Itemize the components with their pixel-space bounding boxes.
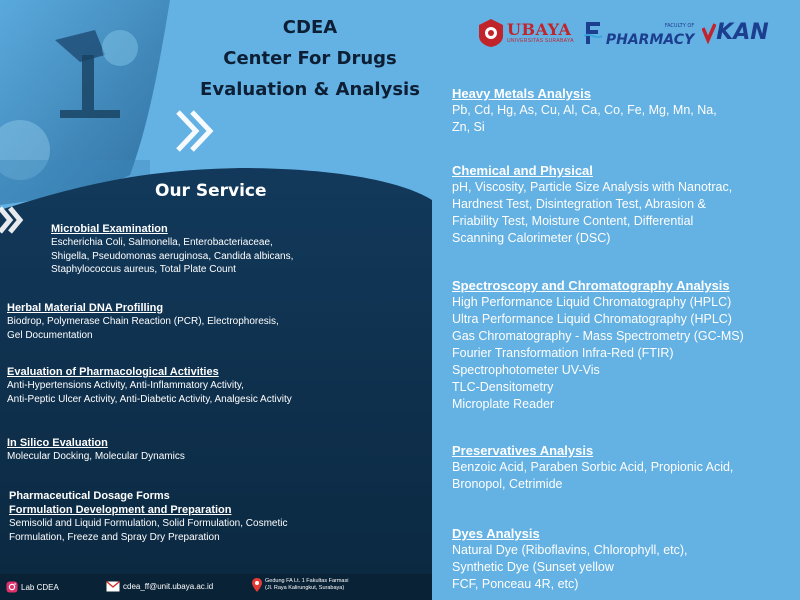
page-title xyxy=(190,12,430,105)
title-line: CDEA xyxy=(282,17,338,38)
section-line: Spectrophotometer UV-Vis xyxy=(452,363,600,377)
service-formulation xyxy=(9,489,287,544)
instagram-icon xyxy=(6,581,18,593)
section-line: Shigella, Pseudomonas aeruginosa, Candida albicans, xyxy=(51,250,294,262)
section-heading: Herbal Material DNA Profilling xyxy=(7,302,164,314)
pharmacy-faculty: FACULTY OF xyxy=(664,23,695,29)
section-line: High Performance Liquid Chromatography (HPLC) xyxy=(452,295,732,309)
section-line: Natural Dye (Riboflavins, Chlorophyll, etc), xyxy=(452,543,688,557)
section-line: pH, Viscosity, Particle Size Analysis with Nanotrac, xyxy=(452,180,733,194)
title-line: Evaluation & Analysis xyxy=(200,79,420,100)
section-heading-plain: Pharmaceutical Dosage Forms xyxy=(9,490,170,502)
service-microbial xyxy=(51,222,293,277)
kan-logo xyxy=(702,22,769,44)
analysis-preservatives xyxy=(452,443,800,493)
section-line: Friability Test, Moisture Content, Differential xyxy=(452,214,694,228)
section-line: Gel Documentation xyxy=(7,329,93,341)
pharmacy-name: PHARMACY xyxy=(605,32,695,48)
section-line: Benzoic Acid, Paraben Sorbic Acid, Propionic Acid, xyxy=(452,460,734,474)
partner-logos xyxy=(478,16,769,50)
section-line: Scanning Calorimeter (DSC) xyxy=(452,231,611,245)
section-heading: Formulation Development and Preparation xyxy=(9,504,232,516)
service-in-silico xyxy=(7,436,185,464)
title-line: Center For Drugs xyxy=(223,48,397,69)
section-heading: Evaluation of Pharmacological Activities xyxy=(7,366,219,378)
analysis-dyes xyxy=(452,526,800,593)
section-heading: Preservatives Analysis xyxy=(452,443,594,458)
section-line: Molecular Docking, Molecular Dynamics xyxy=(7,451,185,462)
our-service-heading: Our Service xyxy=(155,181,267,201)
pharmacy-mark-icon xyxy=(582,20,604,46)
section-line: Staphylococcus aureus, Total Plate Count xyxy=(51,264,236,275)
analysis-spectroscopy xyxy=(452,278,800,413)
section-line: Biodrop, Polymerase Chain Reaction (PCR), Electrophoresis, xyxy=(7,316,279,327)
service-pharmacological xyxy=(7,365,292,406)
email-address: cdea_ff@unit.ubaya.ac.id xyxy=(123,582,214,591)
section-line: Zn, Si xyxy=(452,120,485,134)
footer-address xyxy=(252,578,348,592)
section-line: Bronopol, Cetrimide xyxy=(452,477,563,491)
section-line: Pb, Cd, Hg, As, Cu, Al, Ca, Co, Fe, Mg, Mn, Na, xyxy=(452,103,717,117)
section-line: Fourier Transformation Infra-Red (FTIR) xyxy=(452,346,674,360)
section-heading: In Silico Evaluation xyxy=(7,437,108,449)
section-line: Formulation, Freeze and Spray Dry Preparation xyxy=(9,531,220,543)
section-line: Anti-Hypertensions Activity, Anti-Inflammatory Activity, xyxy=(7,380,244,391)
analysis-heavy-metals xyxy=(452,86,800,136)
address-line: (Jl. Raya Kalirungkut, Surabaya) xyxy=(265,585,345,591)
section-line: Escherichia Coli, Salmonella, Enterobacteriaceae, xyxy=(51,237,273,248)
footer-email[interactable] xyxy=(106,581,213,592)
ubaya-name: UBAYA xyxy=(507,20,572,39)
footer xyxy=(0,575,430,600)
footer-instagram[interactable] xyxy=(6,581,59,593)
analysis-chemical-physical xyxy=(452,163,800,247)
section-line: Semisolid and Liquid Formulation, Solid Formulation, Cosmetic xyxy=(9,518,288,529)
pharmacy-logo xyxy=(582,19,694,47)
service-dna-profilling xyxy=(7,301,279,342)
section-heading: Microbial Examination xyxy=(51,223,168,235)
instagram-handle: Lab CDEA xyxy=(21,582,59,592)
section-heading: Dyes Analysis xyxy=(452,526,540,541)
email-icon xyxy=(106,581,120,592)
ubaya-sub: UNIVERSITAS SURABAYA xyxy=(507,38,574,44)
address-line: Gedung FA Lt. 1 Fakultas Farmasi xyxy=(265,578,349,584)
ubaya-logo xyxy=(478,18,574,48)
section-heading: Chemical and Physical xyxy=(452,163,593,178)
section-line: Microplate Reader xyxy=(452,397,555,411)
section-line: Anti-Peptic Ulcer Activity, Anti-Diabetic Activity, Analgesic Activity xyxy=(7,393,292,405)
ubaya-seal-icon xyxy=(478,18,504,48)
lab-image xyxy=(0,0,170,205)
location-pin-icon xyxy=(252,578,262,592)
section-heading: Spectroscopy and Chromatography Analysis xyxy=(452,278,730,293)
section-line: Hardnest Test, Disintegration Test, Abrasion & xyxy=(452,197,706,211)
section-line: FCF, Ponceau 4R, etc) xyxy=(452,577,579,591)
section-line: Gas Chromatography - Mass Spectrometry (GC-MS) xyxy=(452,329,744,343)
kan-name: KAN xyxy=(716,20,769,45)
section-line: Synthetic Dye (Sunset yellow xyxy=(452,560,614,574)
section-line: Ultra Performance Liquid Chromatography (HPLC) xyxy=(452,312,732,326)
section-line: TLC-Densitometry xyxy=(452,380,554,394)
kan-check-icon xyxy=(702,22,716,44)
section-heading: Heavy Metals Analysis xyxy=(452,86,591,101)
